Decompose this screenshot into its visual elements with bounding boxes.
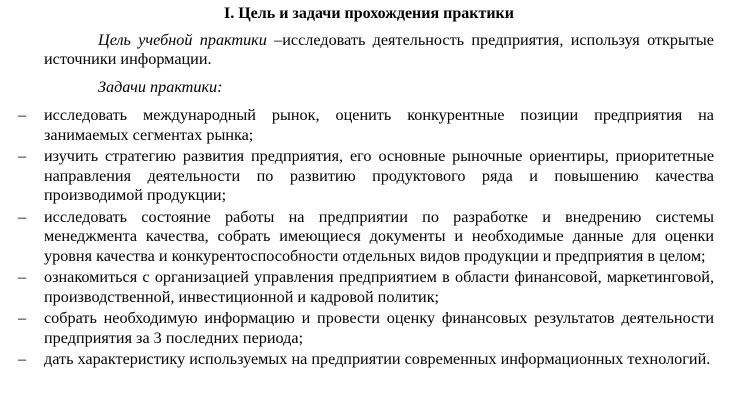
list-item-text: собрать необходимую информацию и провести оценку финансовых результатов деятельности предприятия за 3 последних периода; (44, 309, 714, 347)
list-item (0, 350, 738, 370)
dash-bullet: – (18, 207, 27, 226)
goal-paragraph (44, 31, 714, 69)
dash-bullet: – (18, 268, 27, 286)
list-item (0, 268, 738, 307)
list-item (0, 309, 738, 348)
list-item-text: ознакомиться с организацией управления предприятием в области финансовой, маркетинговой, производственной, инвестиционной и кадровой политик; (44, 268, 714, 306)
list-item-text: дать характеристику используемых на предприятии современных информационных технологий. (44, 350, 711, 368)
list-item-text: исследовать состояние работы на предприятии по разработке и внедрению системы менеджмента качества, собрать имеющиеся документы и необходимые данные для оценки уровня качества и конкурентоспособности отдельных видов продукции и предприятия в целом; (44, 207, 714, 265)
list-item-text: исследовать международный рынок, оценить конкурентные позиции предприятия на занимаемых сегментах рынка; (44, 106, 714, 144)
section-title: I. Цель и задачи прохождения практики (223, 5, 514, 22)
goal-label: Цель учебной практики (98, 31, 267, 49)
list-item (0, 106, 738, 145)
tasks-list (0, 106, 738, 372)
list-item (0, 147, 738, 206)
dash-bullet: – (18, 350, 27, 368)
tasks-heading: Задачи практики: (98, 78, 223, 96)
goal-text: –исследовать деятельность предприятия, используя открытые источники информации. (44, 31, 714, 68)
dash-bullet: – (18, 106, 27, 124)
dash-bullet: – (18, 147, 27, 165)
list-item (0, 208, 738, 267)
list-item-text: изучить стратегию развития предприятия, его основные рыночные ориентиры, приоритетные направления деятельности по развитию продуктового ряда и повышению качества производимой продукции; (44, 147, 714, 204)
dash-bullet: – (18, 309, 27, 327)
